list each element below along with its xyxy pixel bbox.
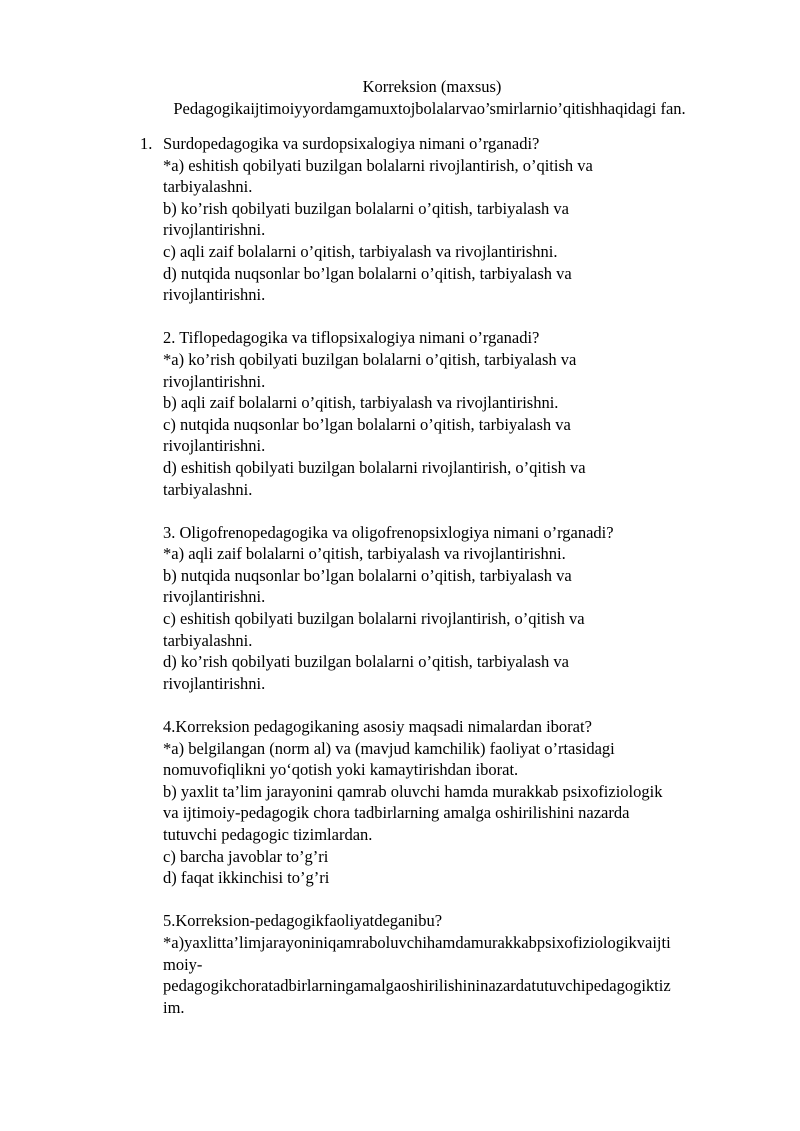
answer-line: tarbiyalashni.	[163, 177, 253, 197]
answer-line: pedagogikchoratadbirlarningamalgaoshirilishininazardatutuvchipedagogiktiz	[163, 976, 671, 996]
answer-line: b) ko’rish qobilyati buzilgan bolalarni o’qitish, tarbiyalash va	[163, 198, 569, 218]
answer-line: *a) aqli zaif bolalarni o’qitish, tarbiyalash va rivojlantirishni.	[163, 544, 566, 564]
answer-line: moiy-	[163, 954, 203, 974]
answer-line: rivojlantirishni.	[163, 436, 266, 456]
answer-line: c) nutqida nuqsonlar bo’lgan bolalarni o’qitish, tarbiyalash va	[163, 414, 571, 434]
answer-line: rivojlantirishni.	[163, 371, 266, 391]
question-5	[163, 910, 748, 1018]
answer-line: im.	[163, 997, 185, 1017]
answer-line: *a)yaxlitta’limjarayoniniqamraboluvchihamdamurakkabpsixofiziologikvaijti	[163, 932, 671, 952]
question-4	[163, 716, 748, 889]
answer-line: b) yaxlit ta’lim jarayonini qamrab oluvchi hamda murakkab psixofiziologik	[163, 781, 663, 801]
question-text: 4.Korreksion pedagogikaning asosiy maqsadi nimalardan iborat?	[163, 717, 592, 737]
document-title: Korreksion (maxsus)	[362, 77, 502, 96]
answer-line: d) nutqida nuqsonlar bo’lgan bolalarni o’qitish, tarbiyalash va	[163, 263, 572, 283]
answer-line: va ijtimoiy-pedagogik chora tadbirlarning amalga oshirilishini nazarda	[163, 803, 630, 823]
question-number: 1.	[140, 134, 153, 153]
answer-line: rivojlantirishni.	[163, 220, 266, 240]
question-text: 3. Oligofrenopedagogika va oligofrenopsixlogiya nimani o’rganadi?	[163, 522, 614, 542]
answer-line: d) faqat ikkinchisi to’g’ri	[163, 868, 330, 888]
answer-line: rivojlantirishni.	[163, 587, 266, 607]
answer-line: b) nutqida nuqsonlar bo’lgan bolalarni o’qitish, tarbiyalash va	[163, 565, 572, 585]
answer-line: b) aqli zaif bolalarni o’qitish, tarbiyalash va rivojlantirishni.	[163, 393, 559, 413]
question-3	[163, 522, 748, 695]
answer-line: c) eshitish qobilyati buzilgan bolalarni rivojlantirish, o’qitish va	[163, 609, 585, 629]
answer-line: *a) belgilangan (norm al) va (mavjud kamchilik) faoliyat o’rtasidagi	[163, 738, 615, 758]
document-subtitle: Pedagogikaijtimoiyyordamgamuxtojbolalarvao’smirlarnio’qitishhaqidagi fan.	[173, 99, 686, 118]
question-text: 5.Korreksion-pedagogikfaoliyatdeganibu?	[163, 911, 443, 931]
answer-line: nomuvofiqlikni yo‘qotish yoki kamaytirishdan iborat.	[163, 760, 519, 780]
question-2	[163, 327, 748, 500]
answer-line: c) barcha javoblar to’g’ri	[163, 846, 329, 866]
answer-line: *a) eshitish qobilyati buzilgan bolalarni rivojlantirish, o’qitish va	[163, 155, 593, 175]
answer-line: tarbiyalashni.	[163, 630, 253, 650]
question-list	[140, 133, 748, 1040]
answer-line: *a) ko’rish qobilyati buzilgan bolalarni o’qitish, tarbiyalash va	[163, 349, 577, 369]
question-text: Surdopedagogika va surdopsixalogiya nimani o’rganadi?	[163, 134, 540, 153]
question-text: 2. Tiflopedagogika va tiflopsixalogiya nimani o’rganadi?	[163, 328, 540, 348]
answer-line: tutuvchi pedagogic tizimlardan.	[163, 825, 373, 844]
answer-line: d) eshitish qobilyati buzilgan bolalarni rivojlantirish, o’qitish va	[163, 457, 586, 477]
answer-line: c) aqli zaif bolalarni o’qitish, tarbiyalash va rivojlantirishni.	[163, 241, 558, 261]
answer-line: tarbiyalashni.	[163, 479, 253, 499]
question-1	[140, 133, 748, 306]
answer-line: rivojlantirishni.	[163, 285, 266, 305]
answer-line: rivojlantirishni.	[163, 673, 266, 693]
answer-line: d) ko’rish qobilyati buzilgan bolalarni o’qitish, tarbiyalash va	[163, 652, 569, 672]
